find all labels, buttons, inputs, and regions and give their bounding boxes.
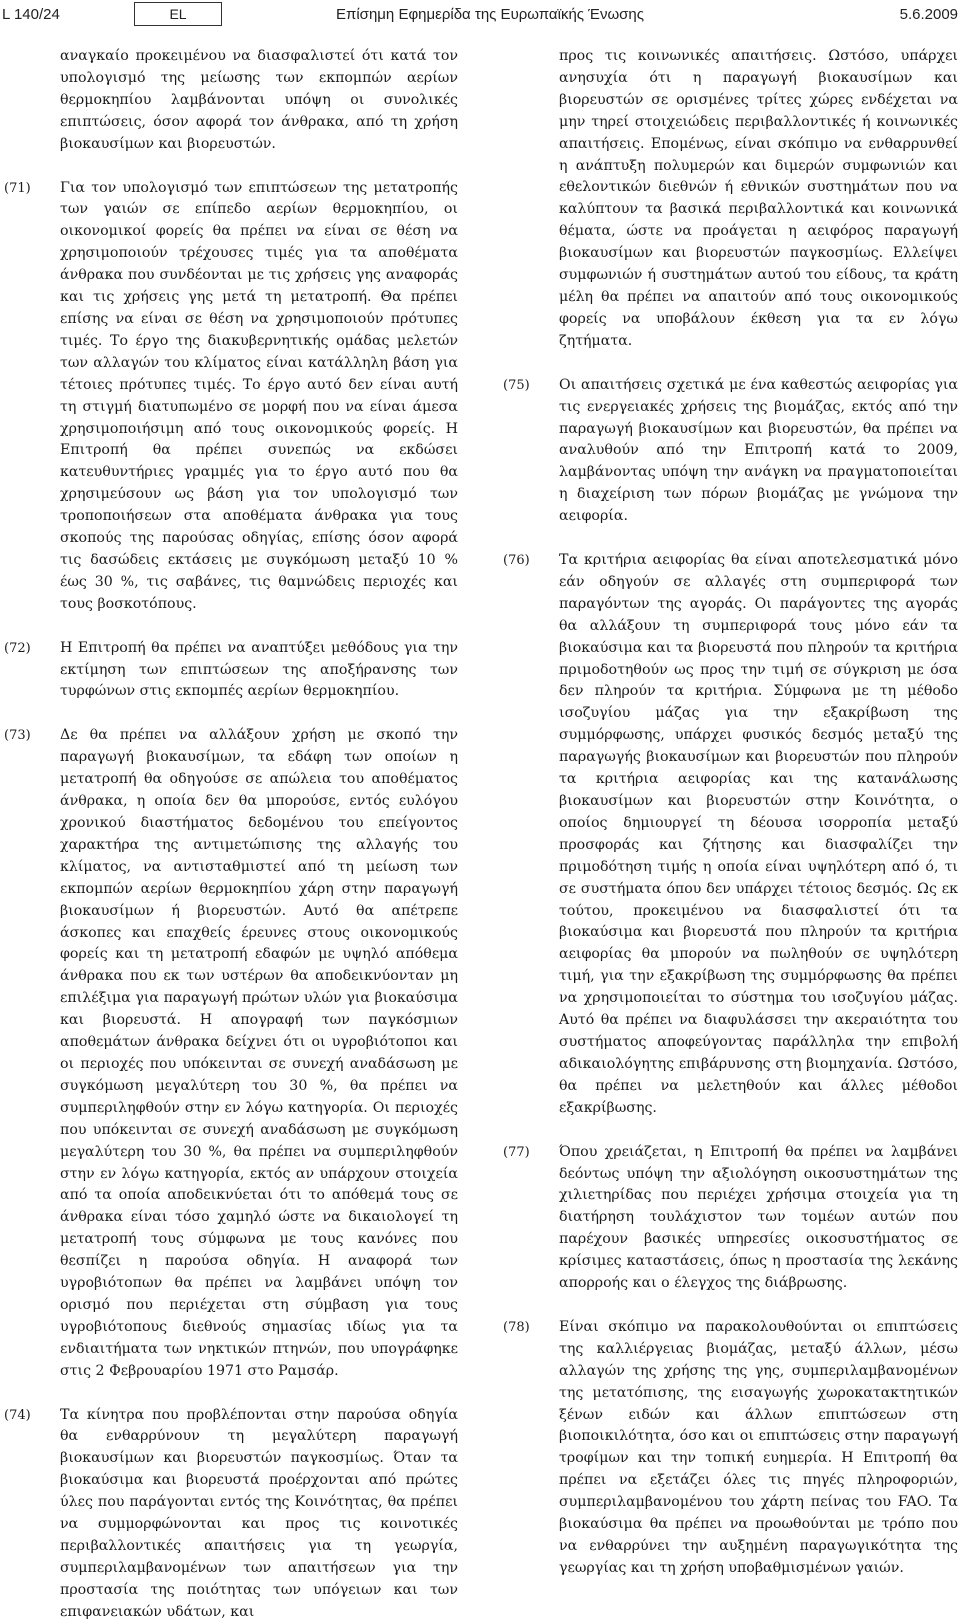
page-header (0, 0, 960, 34)
language-code: EL (134, 2, 222, 26)
right-column (503, 46, 958, 1580)
page-number: L 140/24 (2, 6, 60, 23)
recital-text: Είναι σκόπιμο να παρακολουθούνται οι επιπτώσεις της καλλιέργειας βιομάζας, μεταξύ άλλων, μέσω αλλαγών της χρήσης της γης, συμπεριλαμβανομένων της μετατόπισης, της εισαγωγής χωροκατακτητικών ξένων ειδών και άλλων επιπτώσεων στη βιοποικιλότητα, όσο και οι επιπτώσεις στην παραγωγή τροφίμων και την τοπική ευημερία. Η Επιτροπή θα πρέπει να εξετάζει όλες τις πηγές πληροφοριών, συμπεριλαμβανομένου του χάρτη πείνας του FAO. Τα βιοκαύσιμα θα πρέπει να προωθούνται με τρόπο που να ενθαρρύνει την αυξημένη παραγωγικότητα της γεωργίας και τη χρήση υποβαθμισμένων γαιών. (559, 1318, 958, 1576)
recital-number: (74) (4, 1407, 31, 1423)
recital-text: Δε θα πρέπει να αλλάξουν χρήση με σκοπό την παραγωγή βιοκαυσίμων, τα εδάφη των οποίων η μετατροπή θα οδηγούσε σε απώλεια του αποθέματος άνθρακα, η οποία δεν θα μπορούσε, εντός ευλόγου χρονικού διαστήματος δεδομένου του επείγοντος χαρακτήρα της αντιμετώπισης της αλλαγής του κλίματος, να αντισταθμιστεί από τη μείωση των εκπομπών αερίων θερμοκηπίου χάρη στην παραγωγή βιοκαυσίμων ή βιορευστών. Αυτό θα απέτρεπε άσκοπες και επαχθείς έρευνες στους οικονομικούς φορείς και τη μετατροπή εδαφών με υψηλό απόθεμα άνθρακα που εκ των υστέρων θα αποδεικνύονταν μη επιλέξιμα για παραγωγή πρώτων υλών για βιοκαύσιμα και βιορευστά. Η απογραφή των παγκόσμιων αποθεμάτων άνθρακα δείχνει ότι οι υγροβιότοποι και οι περιοχές που υπόκεινται σε συνεχή αναδάσωση με συγκόμωση μεγαλύτερη του 30 %, θα πρέπει να συμπεριληφθούν στην εν λόγω κατηγορία. Οι περιοχές που υπόκεινται σε συνεχή αναδάσωση με συγκόμωση μεγαλύτερη του 30 %, θα πρέπει να συμπεριληφθούν στην εν λόγω κατηγορία, εκτός αν υπάρχουν στοιχεία από τα οποία αποδεικνύεται ότι το απόθεμά τους σε άνθρακα είναι τόσο χαμηλό ώστε να δικαιολογεί τη μετατροπή τους σύμφωνα με τους κανόνες που θεσπίζει η παρούσα οδηγία. Η αναφορά των υγροβιότοπων θα πρέπει να λαμβάνει υπόψη τον ορισμό που περιέχεται στη σύμβαση για τους υγροβιότοπους διεθνούς σημασίας ιδίως για τα ενδιαιτήματα των νηκτικών πτηνών, που υπογράφηκε στις 2 Φεβρουαρίου 1971 στο Ραμσάρ. (60, 727, 458, 1379)
recital-text: Για τον υπολογισμό των επιπτώσεων της μετατροπής των γαιών σε επίπεδο αερίων θερμοκηπίου, οι οικονομικοί φορείς θα πρέπει να είναι σε θέση να χρησιμοποιούν τρέχουσες τιμές για τα αποθέματα άνθρακα που συνδέονται με τις χρήσεις γης αναφοράς και τις χρήσεις γης μετά τη μετατροπή. Θα πρέπει επίσης να είναι σε θέση να χρησιμοποιούν πρότυπες τιμές. Το έργο της διακυβερνητικής ομάδας μελετών των αλλαγών του κλίματος είναι κατάλληλη βάση για τέτοιες πρότυπες τιμές. Το έργο αυτό δεν είναι αυτή τη στιγμή διατυπωμένο σε μορφή που να είναι άμεσα χρησιμοποιήσιμη από τους οικονομικούς φορείς. Η Επιτροπή θα πρέπει συνεπώς να εκδώσει κατευθυντήριες γραμμές για το έργο αυτό που θα χρησιμεύσουν ως βάση για τον υπολογισμό των τροποποιήσεων στα αποθέματα άνθρακα για τους σκοπούς της παρούσας οδηγίας, επίσης όσον αφορά τις δασώδεις εκτάσεις με συγκόμωση μεταξύ 10 % έως 30 %, τις σαβάνες, τις θαμνώδεις περιοχές και τους βοσκοτόπους. (60, 179, 458, 612)
recital-number: (72) (4, 640, 31, 656)
recital-number: (75) (503, 377, 530, 393)
continuation-paragraph: αναγκαίο προκειμένου να διασφαλιστεί ότι κατά τον υπολογισμό της μείωσης των εκπομπών αερίων θερμοκηπίου λαμβάνονται υπόψη οι συνολικές επιπτώσεις, όσον αφορά τον άνθρακα, από τη χρήση βιοκαυσίμων και βιορευστών. (60, 48, 458, 152)
recital-71 (4, 178, 458, 616)
continuation-paragraph: προς τις κοινωνικές απαιτήσεις. Ωστόσο, υπάρχει ανησυχία ότι η παραγωγή βιοκαυσίμων και βιορευστών σε ορισμένες τρίτες χώρες ενδέχεται να μην τηρεί στοιχειώδεις περιβαλλοντικές ή κοινωνικές απαιτήσεις. Επομένως, είναι σκόπιμο να ενθαρρυνθεί η ανάπτυξη πολυμερών και διμερών συμφωνιών και εθελοντικών διεθνών ή εθνικών συστημάτων που να καλύπτουν τα βασικά περιβαλλοντικά και κοινωνικά θέματα, ώστε να προάγεται η αειφόρος παραγωγή βιοκαυσίμων και βιορευστών παγκοσμίως. Ελλείψει συμφωνιών ή συστημάτων αυτού του είδους, τα κράτη μέλη θα πρέπει να απαιτούν από τους οικονομικούς φορείς να υποβάλουν έκθεση για τα εν λόγω ζητήματα. (559, 48, 958, 349)
recital-77 (503, 1142, 958, 1295)
recital-72 (4, 638, 458, 704)
recital-number: (78) (503, 1319, 530, 1335)
publication-date: 5.6.2009 (899, 6, 958, 23)
journal-title: Επίσημη Εφημερίδα της Ευρωπαϊκής Ένωσης (336, 6, 644, 23)
recital-number: (76) (503, 553, 530, 569)
recital-73 (4, 725, 458, 1382)
left-column (4, 46, 458, 1624)
recital-text: Τα κίνητρα που προβλέπονται στην παρούσα οδηγία θα ενθαρρύνουν τη μεγαλύτερη παραγωγή βιοκαυσίμων και βιορευστών παγκοσμίως. Όταν τα βιοκαύσιμα και βιορευστά προέρχονται από πρώτες ύλες που παράγονται εντός της Κοινότητας, θα πρέπει να συμμορφώνονται και προς τις κοινοτικές περιβαλλοντικές απαιτήσεις για τη γεωργία, συμπεριλαμβανομένων των απαιτήσεων για την προστασία της ποιότητας των υπόγειων και των επιφανειακών υδάτων, και (60, 1406, 458, 1620)
recital-number: (73) (4, 728, 31, 744)
recital-text: Όπου χρειάζεται, η Επιτροπή θα πρέπει να λαμβάνει δεόντως υπόψη την αξιολόγηση οικοσυστημάτων της χιλιετηρίδας που περιέχει χρήσιμα στοιχεία για τη διατήρηση τουλάχιστον των τομέων αυτών που παρέχουν βασικές υπηρεσίες οικοσυστήματος σε κρίσιμες καταστάσεις, όπως η προστασία της λεκάνης απορροής και ο έλεγχος της διάβρωσης. (559, 1143, 958, 1292)
recital-text: Τα κριτήρια αειφορίας θα είναι αποτελεσματικά μόνο εάν οδηγούν σε αλλαγές στη συμπεριφορά των παραγόντων της αγοράς. Οι παράγοντες της αγοράς θα αλλάξουν τη συμπεριφορά τους μόνο εάν τα βιοκαύσιμα και τα βιορευστά που πληρούν τα κριτήρια πριμοδοτηθούν ως προς την τιμή σε σύγκριση με όσα δεν πληρούν τα κριτήρια. Σύμφωνα με τη μέθοδο ισοζυγίου μάζας για την εξακρίβωση της συμμόρφωσης, υπάρχει φυσικός δεσμός μεταξύ της παραγωγής βιοκαυσίμων και βιορευστών που πληρούν τα κριτήρια αειφορίας και της κατανάλωσης βιοκαυσίμων και βιορευστών στην Κοινότητα, ο οποίος δημιουργεί τη δέουσα ισορροπία μεταξύ προσφοράς και ζήτησης και διασφαλίζει την πριμοδότηση τιμής η οποία είναι υψηλότερη από ό, τι σε συστήματα όπου δεν υπάρχει τέτοιος δεσμός. Ως εκ τούτου, προκειμένου να διασφαλιστεί ότι τα βιοκαύσιμα και βιορευστά που πληρούν τα κριτήρια αειφορίας θα μπορούν να πωληθούν σε υψηλότερη τιμή, για την εξακρίβωση της συμμόρφωσης θα πρέπει να χρησιμοποιείται το σύστημα του ισοζυγίου μάζας. Αυτό θα πρέπει να διαφυλάσσει την ακεραιότητα του συστήματος αποφεύγοντας παράλληλα την επιβολή αδικαιολόγητης επιβάρυνσης στη βιομηχανία. Ωστόσο, θα πρέπει να μελετηθούν και άλλες μέθοδοι εξακρίβωσης. (559, 552, 958, 1116)
recital-text: Η Επιτροπή θα πρέπει να αναπτύξει μεθόδους για την εκτίμηση των επιπτώσεων της αποξήρανσης των τυρφώνων στις εκπομπές αερίων θερμοκηπίου. (60, 639, 458, 700)
recital-text: Οι απαιτήσεις σχετικά με ένα καθεστώς αειφορίας για τις ενεργειακές χρήσεις της βιομάζας, εκτός από την παραγωγή βιοκαυσίμων και βιορευστών, θα πρέπει να αναλυθούν από την Επιτροπή κατά το 2009, λαμβάνοντας υπόψη την ανάγκη να πραγματοποιείται η διαχείριση των πόρων βιομάζας με γνώμονα την αειφορία. (559, 376, 958, 525)
recital-number: (71) (4, 180, 31, 196)
recital-76 (503, 550, 958, 1120)
recital-75 (503, 375, 958, 528)
recital-number: (77) (503, 1144, 530, 1160)
recital-74 (4, 1405, 458, 1624)
recital-78 (503, 1317, 958, 1580)
